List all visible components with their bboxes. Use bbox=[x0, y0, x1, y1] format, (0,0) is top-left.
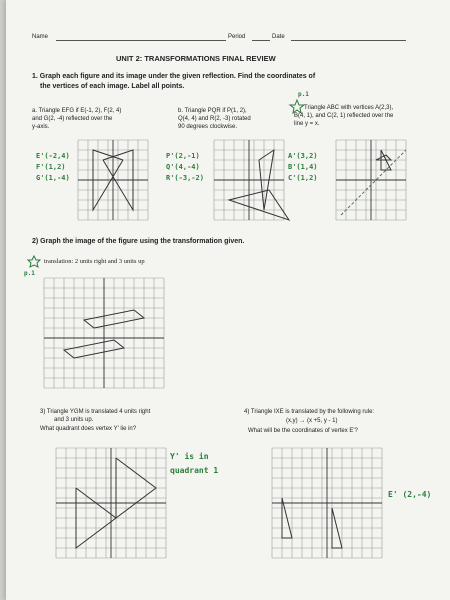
q1b-answer-q: Q'(4,-4) bbox=[166, 163, 200, 171]
q3-line1: 3) Triangle YGM is translated 4 units right bbox=[40, 409, 151, 415]
q1a-answer-g: G'(1,-4) bbox=[36, 174, 70, 182]
q3-line3: What quadrant does vertex Y' lie in? bbox=[40, 426, 137, 432]
q3-graph bbox=[56, 448, 166, 558]
q4-answer: E' (2,-4) bbox=[388, 490, 432, 499]
q1a-line3: y-axis. bbox=[32, 124, 50, 130]
q3-answer-2: quadrant 1 bbox=[170, 466, 219, 475]
q1b-answer-p: P'(2,-1) bbox=[166, 152, 200, 160]
q1c-line1: Triangle ABC with vertices A(2,3), bbox=[304, 105, 394, 111]
q1b-answer-r: R'(-3,-2) bbox=[166, 174, 204, 182]
q1a-answer-e: E'(-2,4) bbox=[36, 152, 70, 160]
q4-graph bbox=[272, 448, 382, 558]
q1b-line1: b. Triangle PQR if P(1, 2), bbox=[178, 108, 247, 114]
q2-graph bbox=[44, 278, 164, 388]
q1a-line1: a. Triangle EFG if E(-1, 2), F(2, 4) bbox=[32, 108, 122, 114]
q1c-answer-c: C'(1,2) bbox=[288, 174, 318, 182]
q1b-line2: Q(4, 4) and R(2, -3) rotated bbox=[178, 116, 251, 122]
q2-margin-note: p.1 bbox=[24, 270, 35, 277]
q2-prompt: 2) Graph the image of the figure using the transformation given. bbox=[32, 238, 245, 245]
q1c-star-note: p.1 bbox=[298, 91, 309, 98]
name-label: Name bbox=[32, 34, 49, 40]
q3-answer-1: Y' is in bbox=[170, 452, 209, 461]
q1-prompt-1: 1. Graph each figure and its image under the given reflection. Find the coordinates of bbox=[32, 73, 316, 80]
period-label: Period bbox=[228, 34, 246, 40]
q2-translation: translation: 2 units right and 3 units up bbox=[44, 258, 145, 265]
name-line bbox=[56, 40, 226, 41]
q1a-line2: and G(2, -4) reflected over the bbox=[32, 116, 113, 122]
q1b-graph bbox=[214, 140, 284, 220]
q1c-graph bbox=[336, 140, 406, 220]
q1c-line2: B(4, 1), and C(2, 1) reflected over the bbox=[294, 113, 394, 119]
q1c-answer-a: A'(3,2) bbox=[288, 152, 318, 160]
date-line bbox=[291, 40, 406, 41]
star-icon bbox=[28, 256, 40, 268]
worksheet-page bbox=[6, 0, 450, 600]
date-label: Date bbox=[272, 34, 285, 40]
q4-line2: (x,y) → (x +5, y - 1) bbox=[286, 418, 338, 424]
q1c-line3: line y = x. bbox=[294, 121, 320, 127]
page-title: UNIT 2: TRANSFORMATIONS FINAL REVIEW bbox=[116, 54, 276, 63]
q1a-graph bbox=[78, 140, 148, 220]
q1b-line3: 90 degrees clockwise. bbox=[178, 124, 238, 130]
q4-line3: What will be the coordinates of vertex E'? bbox=[248, 428, 358, 434]
period-line bbox=[252, 40, 270, 41]
q4-line1: 4) Triangle IXE is translated by the following rule: bbox=[244, 409, 375, 415]
q1-prompt-2: the vertices of each image. Label all points. bbox=[40, 83, 185, 90]
q3-line2: and 3 units up. bbox=[54, 417, 94, 423]
q1a-answer-f: F'(1,2) bbox=[36, 163, 66, 171]
q1c-answer-b: B'(1,4) bbox=[288, 163, 318, 171]
